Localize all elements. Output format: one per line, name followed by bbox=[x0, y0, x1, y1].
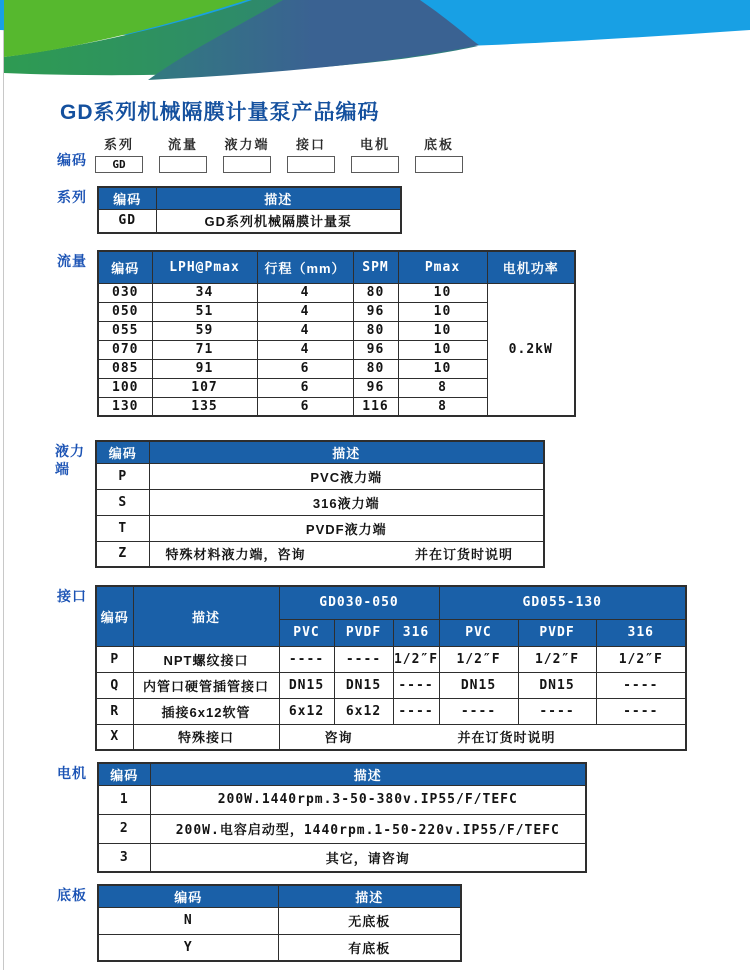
group-header: GD030-050 bbox=[279, 586, 439, 619]
code-field-box bbox=[415, 156, 463, 173]
page-title: GD系列机械隔膜计量泵产品编码 bbox=[60, 101, 380, 124]
section-base-plate bbox=[57, 884, 462, 962]
table-row bbox=[96, 489, 544, 515]
value-cell: 59 bbox=[152, 321, 257, 340]
code-field-label: 系列 bbox=[103, 137, 134, 152]
table-row bbox=[98, 283, 575, 302]
value-cell: 34 bbox=[152, 283, 257, 302]
interface-table bbox=[95, 585, 687, 751]
value-cell: DN15 bbox=[518, 672, 596, 698]
banner-graphic bbox=[0, 0, 750, 150]
section-flow bbox=[57, 250, 576, 417]
column-header: LPH@Pmax bbox=[152, 251, 257, 283]
value-cell: 1/2″F bbox=[596, 646, 686, 672]
desc-cell: 200W.电容启动型，1440rpm.1-50-220v.IP55/F/TEFC bbox=[150, 814, 586, 843]
code-cell: 1 bbox=[98, 785, 150, 814]
value-cell: 6 bbox=[257, 378, 353, 397]
desc-cell: 无底板 bbox=[278, 907, 461, 934]
code-cell: 2 bbox=[98, 814, 150, 843]
table-row bbox=[96, 463, 544, 489]
table-row bbox=[96, 515, 544, 541]
special-desc-right: 并在订货时说明 bbox=[414, 547, 513, 563]
value-cell: 4 bbox=[257, 321, 353, 340]
code-cell: 100 bbox=[98, 378, 152, 397]
table-row bbox=[96, 698, 686, 724]
value-cell: 6 bbox=[257, 359, 353, 378]
value-cell: ---- bbox=[334, 646, 393, 672]
desc-cell: PVDF液力端 bbox=[149, 515, 544, 541]
desc-cell: 316液力端 bbox=[149, 489, 544, 515]
code-field-series bbox=[95, 134, 143, 173]
column-header: SPM bbox=[353, 251, 398, 283]
code-cell: Y bbox=[98, 934, 278, 961]
section-series bbox=[57, 186, 402, 234]
value-cell: 71 bbox=[152, 340, 257, 359]
value-cell: 107 bbox=[152, 378, 257, 397]
value-cell: 10 bbox=[398, 283, 487, 302]
desc-cell bbox=[149, 541, 544, 567]
special-desc-left: 咨询 bbox=[324, 730, 353, 746]
code-field-box: GD bbox=[95, 156, 143, 173]
column-header: 编码 bbox=[96, 441, 149, 463]
column-header: 行程（mm） bbox=[257, 251, 353, 283]
desc-cell: GD系列机械隔膜计量泵 bbox=[156, 209, 401, 233]
code-cell: Q bbox=[96, 672, 133, 698]
table-row bbox=[98, 934, 461, 961]
section-interface bbox=[57, 585, 687, 751]
code-field-box bbox=[287, 156, 335, 173]
code-cell: 050 bbox=[98, 302, 152, 321]
section-label-base-plate: 底板 bbox=[57, 887, 87, 903]
column-header: 编码 bbox=[98, 885, 278, 907]
value-cell: 96 bbox=[353, 378, 398, 397]
value-cell: 80 bbox=[353, 359, 398, 378]
sub-column-header: PVDF bbox=[518, 619, 596, 646]
value-cell: ---- bbox=[596, 672, 686, 698]
sub-column-header: PVDF bbox=[334, 619, 393, 646]
code-field-box bbox=[223, 156, 271, 173]
code-cell: 055 bbox=[98, 321, 152, 340]
table-row bbox=[96, 646, 686, 672]
value-cell: ---- bbox=[393, 672, 439, 698]
code-field-flow bbox=[159, 134, 207, 173]
value-cell: 51 bbox=[152, 302, 257, 321]
desc-cell: 内管口硬管插管接口 bbox=[133, 672, 279, 698]
value-cell: 8 bbox=[398, 378, 487, 397]
desc-cell: 200W.1440rpm.3-50-380v.IP55/F/TEFC bbox=[150, 785, 586, 814]
code-field-label: 底板 bbox=[423, 137, 454, 152]
value-cell: 6 bbox=[257, 397, 353, 416]
code-field-label: 接口 bbox=[295, 137, 326, 152]
value-cell: 10 bbox=[398, 359, 487, 378]
group-header: GD055-130 bbox=[439, 586, 686, 619]
code-cell: 070 bbox=[98, 340, 152, 359]
code-cell: P bbox=[96, 463, 149, 489]
value-cell: 135 bbox=[152, 397, 257, 416]
table-row bbox=[96, 724, 686, 750]
value-cell: 6x12 bbox=[334, 698, 393, 724]
table-row bbox=[96, 541, 544, 567]
section-motor bbox=[57, 762, 587, 873]
value-cell: 96 bbox=[353, 302, 398, 321]
desc-cell: PVC液力端 bbox=[149, 463, 544, 489]
code-field-label: 电机 bbox=[359, 137, 390, 152]
value-cell: DN15 bbox=[439, 672, 518, 698]
code-field-box bbox=[159, 156, 207, 173]
column-header: 描述 bbox=[156, 187, 401, 209]
code-cell: T bbox=[96, 515, 149, 541]
section-label-flow: 流量 bbox=[57, 253, 87, 269]
value-cell: 8 bbox=[398, 397, 487, 416]
code-cell: Z bbox=[96, 541, 149, 567]
motor-power-cell: 0.2kW bbox=[487, 283, 575, 416]
column-header: Pmax bbox=[398, 251, 487, 283]
code-field-label: 液力端 bbox=[224, 137, 270, 152]
sub-column-header: PVC bbox=[439, 619, 518, 646]
value-cell: 4 bbox=[257, 302, 353, 321]
value-cell: 80 bbox=[353, 283, 398, 302]
desc-cell: 特殊接口 bbox=[133, 724, 279, 750]
special-merged-cell bbox=[279, 724, 686, 750]
desc-cell: 有底板 bbox=[278, 934, 461, 961]
code-cell: 085 bbox=[98, 359, 152, 378]
code-field-base bbox=[415, 134, 463, 173]
value-cell: 10 bbox=[398, 302, 487, 321]
value-cell: 6x12 bbox=[279, 698, 334, 724]
column-header: 编码 bbox=[98, 763, 150, 785]
value-cell: 1/2″F bbox=[393, 646, 439, 672]
table-row bbox=[98, 907, 461, 934]
column-header: 电机功率 bbox=[487, 251, 575, 283]
code-field-label: 流量 bbox=[167, 137, 198, 152]
code-field-liquid-end bbox=[223, 134, 271, 173]
column-header: 编码 bbox=[98, 187, 156, 209]
value-cell: 80 bbox=[353, 321, 398, 340]
value-cell: 1/2″F bbox=[439, 646, 518, 672]
code-cell: X bbox=[96, 724, 133, 750]
value-cell: DN15 bbox=[334, 672, 393, 698]
desc-cell: 插接6x12软管 bbox=[133, 698, 279, 724]
special-desc-left: 特殊材料液力端，咨询 bbox=[165, 547, 306, 563]
value-cell: 1/2″F bbox=[518, 646, 596, 672]
sub-column-header: 316 bbox=[596, 619, 686, 646]
table-row bbox=[98, 843, 586, 872]
column-header: 描述 bbox=[133, 586, 279, 646]
column-header: 描述 bbox=[150, 763, 586, 785]
series-table bbox=[97, 186, 402, 234]
code-diagram bbox=[57, 134, 463, 173]
value-cell: 4 bbox=[257, 283, 353, 302]
value-cell: 4 bbox=[257, 340, 353, 359]
code-cell: P bbox=[96, 646, 133, 672]
desc-cell: NPT螺纹接口 bbox=[133, 646, 279, 672]
value-cell: 10 bbox=[398, 321, 487, 340]
code-row-label: 编码 bbox=[57, 152, 87, 168]
table-row bbox=[98, 209, 401, 233]
section-liquid-end bbox=[55, 440, 545, 568]
desc-cell: 其它，请咨询 bbox=[150, 843, 586, 872]
table-row bbox=[98, 814, 586, 843]
column-header: 编码 bbox=[98, 251, 152, 283]
section-label-interface: 接口 bbox=[57, 588, 87, 604]
code-cell: N bbox=[98, 907, 278, 934]
value-cell: ---- bbox=[279, 646, 334, 672]
column-header: 编码 bbox=[96, 586, 133, 646]
sub-column-header: 316 bbox=[393, 619, 439, 646]
value-cell: 96 bbox=[353, 340, 398, 359]
code-cell: R bbox=[96, 698, 133, 724]
code-field-motor bbox=[351, 134, 399, 173]
table-row bbox=[96, 672, 686, 698]
liquid-end-table bbox=[95, 440, 545, 568]
column-header: 描述 bbox=[278, 885, 461, 907]
value-cell: ---- bbox=[596, 698, 686, 724]
value-cell: 116 bbox=[353, 397, 398, 416]
code-cell: 3 bbox=[98, 843, 150, 872]
code-cell: 130 bbox=[98, 397, 152, 416]
code-cell: GD bbox=[98, 209, 156, 233]
value-cell: 91 bbox=[152, 359, 257, 378]
special-desc-right: 并在订货时说明 bbox=[457, 730, 556, 746]
flow-table bbox=[97, 250, 576, 417]
value-cell: DN15 bbox=[279, 672, 334, 698]
code-field-interface bbox=[287, 134, 335, 173]
value-cell: 10 bbox=[398, 340, 487, 359]
base-plate-table bbox=[97, 884, 462, 962]
column-header: 描述 bbox=[149, 441, 544, 463]
code-field-box bbox=[351, 156, 399, 173]
section-label-motor: 电机 bbox=[57, 765, 87, 781]
code-cell: 030 bbox=[98, 283, 152, 302]
value-cell: ---- bbox=[439, 698, 518, 724]
code-fields bbox=[95, 134, 463, 173]
table-row bbox=[98, 785, 586, 814]
code-cell: S bbox=[96, 489, 149, 515]
value-cell: ---- bbox=[518, 698, 596, 724]
section-label-series: 系列 bbox=[57, 189, 87, 205]
section-label-liquid-end: 液力端 bbox=[55, 443, 85, 477]
value-cell: ---- bbox=[393, 698, 439, 724]
sub-column-header: PVC bbox=[279, 619, 334, 646]
motor-table bbox=[97, 762, 587, 873]
